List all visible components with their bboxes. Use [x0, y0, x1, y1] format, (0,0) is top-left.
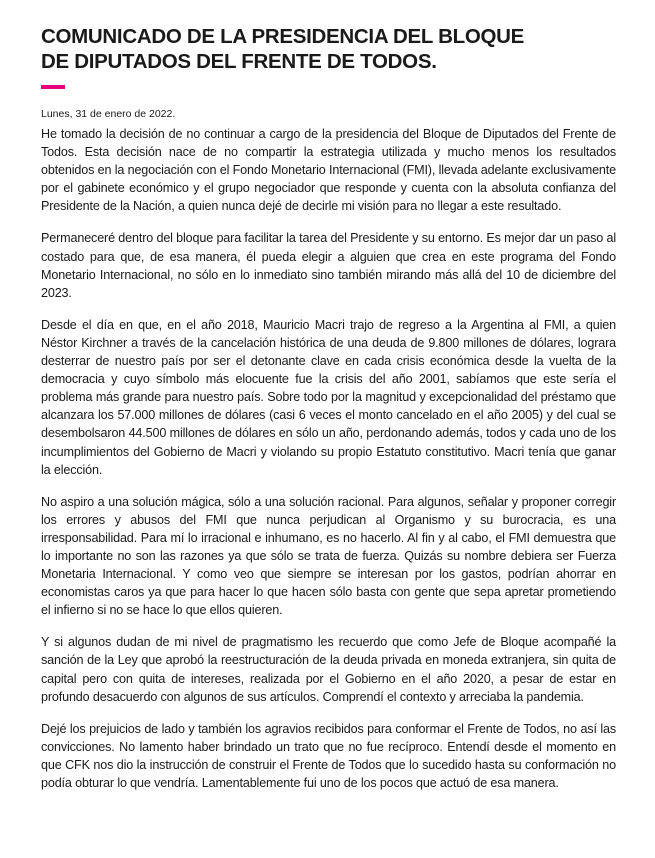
paragraph-1: He tomado la decisión de no continuar a cargo de la presidencia del Bloque de Diputados del Frente de Todos. Esta decisión nace de no compartir la estrategia utilizada y mucho menos los resultados obtenidos en la negociación con el Fondo Monetario Internacional (FMI), llevada adelante exclusivamente por el gabinete económico y el grupo negociador que responde y cuenta con la absoluta confianza del Presidente de la Nación, a quien nunca dejé de decirle mi visión para no llegar a este resultado. [41, 127, 616, 214]
paragraph-5: Y si algunos dudan de mi nivel de pragmatismo les recuerdo que como Jefe de Bloque acompañé la sanción de la Ley que aprobó la reestructuración de la deuda privada en moneda extranjera, sin quita de capital pero con quita de intereses, realizada por el Gobierno en el año 2020, a pesar de estar en profundo desacuerdo con algunos de sus artículos. Comprendí el contexto y arreciaba la pandemia. [41, 635, 616, 704]
title-line-2: DE DIPUTADOS DEL FRENTE DE TODOS. [41, 50, 437, 73]
paragraph-4: No aspiro a una solución mágica, sólo a una solución racional. Para algunos, señalar y proponer corregir los errores y abusos del FMI que nunca perjudican al Organismo y su burocracia, es una irresponsabilidad. Para mí lo irracional e inhumano, es no hacerlo. Al fin y al cabo, el FMI demuestra que lo importante no son las razones ya que sólo se trata de fuerza. Quizás su nombre debiera ser Fuerza Monetaria Internacional. Y como veo que siempre se interesan por los gastos, podrían ahorrar en economistas caros ya que para hacer lo que hacen sólo basta con gente que sepa apretar prometiendo el infierno si no se hace lo que ellos quieren. [41, 494, 616, 618]
accent-divider [41, 85, 65, 89]
document-body [41, 125, 616, 806]
page-title [41, 24, 621, 74]
paragraph-3: Desde el día en que, en el año 2018, Mauricio Macri trajo de regreso a la Argentina al FMI, a quien Néstor Kirchner a través de la cancelación histórica de una deuda de 9.800 millones de dólares, lograra desterrar de nuestro país por ser el detonante clave en cada crisis económica desde la vuelta de la democracia y cuyo símbolo más elocuente fue la crisis del año 2001, sabíamos que este sería el problema más grande para nuestro país. Sobre todo por la magnitud y excepcionalidad del préstamo que alcanzara los 57.000 millones de dólares (casi 6 veces el monto cancelado en el año 2005) y del cual se desembolsaron 44.500 millones de dólares en sólo un año, perdonando además, todos y cada uno de los incumplimientos del Gobierno de Macri y violando su propio Estatuto constitutivo. Macri tenía que ganar la elección. [41, 317, 616, 477]
title-line-1: COMUNICADO DE LA PRESIDENCIA DEL BLOQUE [41, 25, 524, 48]
document-date: Lunes, 31 de enero de 2022. [41, 108, 176, 120]
paragraph-6: Dejé los prejuicios de lado y también los agravios recibidos para conformar el Frente de Todos, no así las convicciones. No lamento haber brindado un trato que no fue recíproco. Entendí desde el momento en que CFK nos dio la instrucción de construir el Frente de Todos que lo sucedido hasta su conformación no podía obturar lo que vendría. Lamentablemente fui uno de los pocos que actuó de esa manera. [41, 721, 616, 790]
paragraph-2: Permaneceré dentro del bloque para facilitar la tarea del Presidente y su entorno. Es mejor dar un paso al costado para que, de esa manera, él pueda elegir a alguien que crea en este programa del Fondo Monetario Internacional, no sólo en lo inmediato sino también mirando más allá del 10 de diciembre del 2023. [41, 231, 616, 300]
